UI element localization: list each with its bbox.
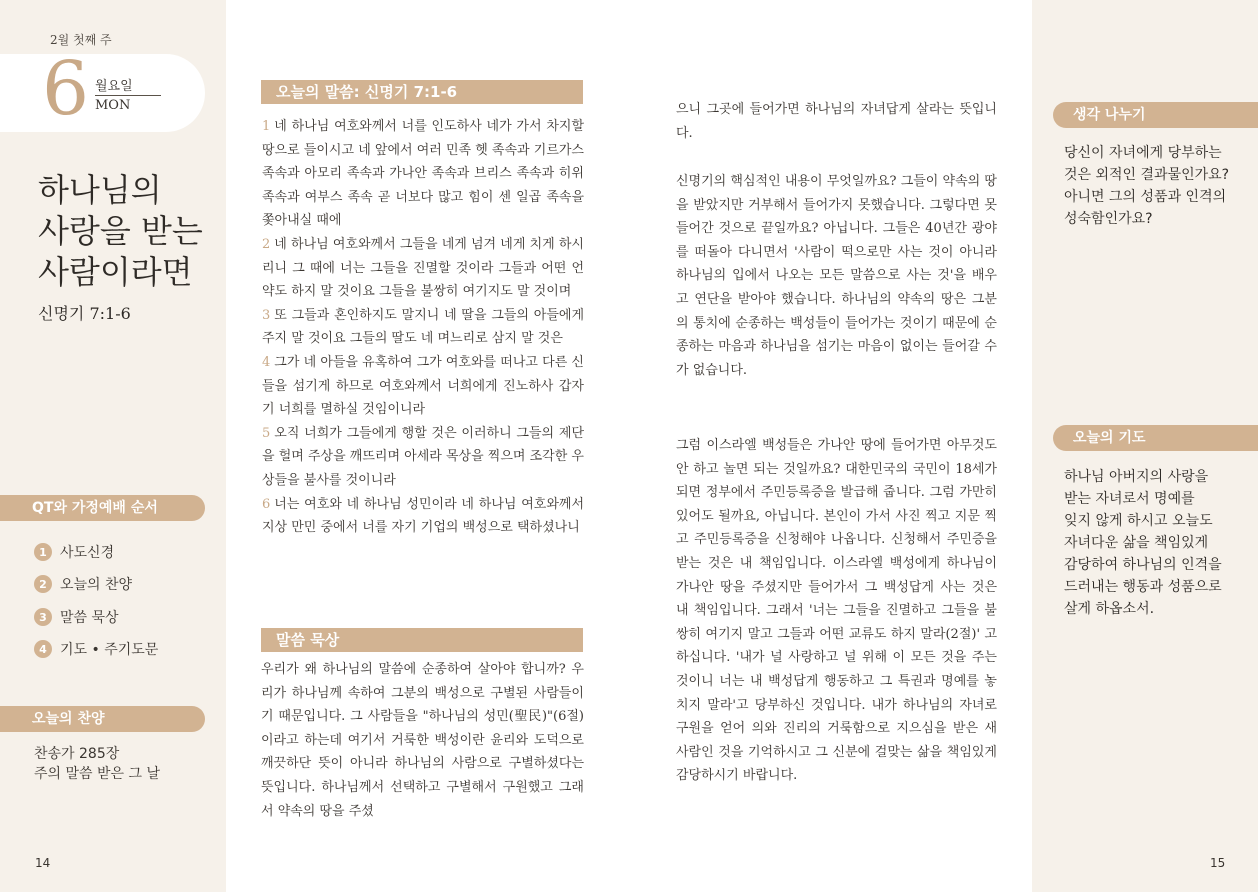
scripture-header: 오늘의 말씀: 신명기 7:1-6	[261, 80, 583, 104]
prayer-line: 받는 자녀로서 명예를	[1064, 491, 1195, 507]
number-badge: 3	[34, 608, 52, 626]
share-text	[1064, 142, 1229, 230]
week-label: 2월 첫째 주	[50, 33, 112, 47]
verse	[262, 304, 584, 351]
verse-number: 1	[262, 119, 271, 134]
verse-text: 네 하나님 여호와께서 그들을 네게 넘겨 네게 치게 하시리니 그 때에 너는 그들을 진멸할 것이라 그들과 어떤 언약도 하지 말 것이요 그들을 불쌍히 여기지도 말 것이며	[262, 236, 584, 300]
number-badge: 2	[34, 575, 52, 593]
verse	[262, 422, 584, 493]
title-line: 사람이라면	[38, 253, 193, 291]
prayer-header: 오늘의 기도	[1053, 425, 1258, 451]
title-reference: 신명기 7:1-6	[38, 304, 131, 323]
hymn-header: 오늘의 찬양	[0, 706, 205, 732]
prayer-line: 살게 하옵소서.	[1064, 601, 1155, 617]
page-number-right: 15	[1210, 856, 1226, 870]
verse-number: 3	[262, 307, 271, 323]
prayer-text	[1064, 466, 1222, 620]
verse-number: 6	[262, 496, 271, 512]
verse-text: 너는 여호와 네 하나님 성민이라 네 하나님 여호와께서 지상 만민 중에서 너를 자기 기업의 백성으로 택하셨나니	[262, 496, 584, 536]
hymn-text	[34, 744, 160, 784]
verse-number: 2	[262, 236, 271, 252]
meditation-paragraph: 그럼 이스라엘 백성들은 가나안 땅에 들어가면 아무것도 안 하고 놀면 되는 것일까요? 대한민국의 국민이 18세가 되면 정부에서 주민등록증을 발급해 줍니다. 그럼 가만히 있어도 될까요, 아닙니다. 본인이 가서 사진 찍고 지문 찍고 주민등록증을 신청해야 나옵니다. 신청해서 주민증을 받는 것은 내 책임입니다. 이스라엘 백성에게 하나님이 가나안 땅을 주셨지만 들어가서 그 백성답게 사는 것은 내 책임입니다. 그래서 '너는 그들을 진멸하고 그들을 불쌍히 여기지 말고 그들과 어떤 교류도 하지 말라(2절)' 고 하십니다. '내가 널 사랑하고 널 위해 이 모든 것을 주는 것이니 너는 내 백성답게 행동하고 그 특권과 명예를 놓치지 말라'고 당부하신 것입니다. 내가 하나님의 자녀로 구원을 얻어 의와 진리의 거룩함으로 지으심을 받은 새 사람인 것을 기억하시고 그 신분에 걸맞는 삶을 책임있게 감당하시기 바랍니다.	[676, 438, 997, 784]
prayer-line: 잊지 않게 하시고 오늘도	[1064, 513, 1213, 529]
meditation-paragraph: 우리가 왜 하나님의 말씀에 순종하여 살아야 합니까? 우리가 하나님께 속하여 그분의 백성으로 구별된 사람들이기 때문입니다. 그 사람들을 "하나님의 성민(聖民)"(6절)이라고 하는데 여기서 거룩한 백성이란 윤리와 도덕으로 깨끗하단 뜻이 아니라 하나님의 사람으로 구별하셨다는 뜻입니다. 하나님께서 선택하고 구별해서 구원했고 그래서 약속의 땅을 주셨	[261, 662, 584, 819]
share-line: 당신이 자녀에게 당부하는	[1064, 145, 1222, 161]
prayer-line: 감당하여 하나님의 인격을	[1064, 557, 1222, 573]
verse-text: 네 하나님 여호와께서 너를 인도하사 네가 가서 차지할 땅으로 들이시고 네 앞에서 여러 민족 헷 족속과 기르가스 족속과 아모리 족속과 가나안 족속과 브리스 족속과 히위 족속과 여부스 족속 곧 너보다 많고 힘이 센 일곱 족속을 쫓아내실 때에	[262, 119, 584, 229]
order-item-label: 사도신경	[60, 545, 115, 561]
order-item	[34, 574, 132, 594]
day-of-week-en: MON	[95, 98, 131, 113]
verse	[262, 351, 584, 422]
order-header: QT와 가정예배 순서	[0, 495, 205, 521]
share-header: 생각 나누기	[1053, 102, 1258, 128]
verse	[262, 233, 584, 304]
number-badge: 1	[34, 543, 52, 561]
day-of-week-ko: 월요일	[95, 79, 133, 94]
meditation-paragraph: 신명기의 핵심적인 내용이 무엇일까요? 그들이 약속의 땅을 받았지만 거부해서 들어가지 못했습니다. 그렇다면 못 들어간 것으로 끝일까요? 아닙니다. 그들은 40년간 광야를 떠돌아 다니면서 '사람이 떡으로만 사는 것이 아니라 하나님의 입에서 나오는 모든 말씀으로 사는 것'을 배우고 연단을 받아야 했습니다. 하나님의 약속의 땅은 그분의 통치에 순종하는 백성들이 들어가는 것이기 때문에 순종하는 마음과 하나님을 섬기는 마음이 없이는 들어갈 수가 없습니다.	[676, 174, 997, 378]
order-item	[34, 607, 119, 627]
prayer-line: 하나님 아버지의 사랑을	[1064, 469, 1209, 485]
day-number: 6	[42, 46, 90, 132]
page-number-left: 14	[35, 856, 51, 870]
verse	[262, 493, 584, 540]
number-badge: 4	[34, 640, 52, 658]
order-item-label: 오늘의 찬양	[60, 577, 133, 593]
share-line: 것은 외적인 결과물인가요?	[1064, 167, 1230, 183]
meditation-paragraph-cont: 으니 그곳에 들어가면 하나님의 자녀답게 살라는 뜻입니다.	[676, 102, 997, 141]
prayer-line: 자녀다운 삶을 책임있게	[1064, 535, 1209, 551]
title-line: 하나님의	[38, 171, 162, 209]
verse	[262, 115, 584, 233]
hymn-line: 주의 말씀 받은 그 날	[34, 766, 160, 782]
scripture-body	[262, 115, 584, 540]
day-divider	[95, 95, 161, 96]
title-line: 사랑을 받는	[38, 212, 203, 250]
prayer-line: 드러내는 행동과 성품으로	[1064, 579, 1222, 595]
verse-number: 5	[262, 425, 271, 441]
meditation-header: 말씀 묵상	[261, 628, 583, 652]
verse-number: 4	[262, 354, 271, 370]
verse-text: 그가 네 아들을 유혹하여 그가 여호와를 떠나고 다른 신들을 섬기게 하므로 여호와께서 너희에게 진노하사 갑자기 너희를 멸하실 것임이니라	[262, 354, 584, 418]
order-item	[34, 542, 114, 562]
order-item-label: 말씀 묵상	[60, 610, 119, 626]
order-item-label: 기도 • 주기도문	[60, 642, 159, 658]
verse-text: 오직 너희가 그들에게 행할 것은 이러하니 그들의 제단을 헐며 주상을 깨뜨리며 아세라 목상을 찍으며 조각한 우상들을 불사를 것이니라	[262, 425, 584, 488]
page-title	[38, 170, 203, 293]
share-line: 성숙함인가요?	[1064, 211, 1153, 227]
order-item	[34, 639, 158, 659]
verse-text: 또 그들과 혼인하지도 말지니 네 딸을 그들의 아들에게 주지 말 것이요 그들의 딸도 네 며느리로 삼지 말 것은	[262, 307, 584, 347]
share-line: 아니면 그의 성품과 인격의	[1064, 189, 1227, 205]
hymn-line: 찬송가 285장	[34, 746, 120, 762]
